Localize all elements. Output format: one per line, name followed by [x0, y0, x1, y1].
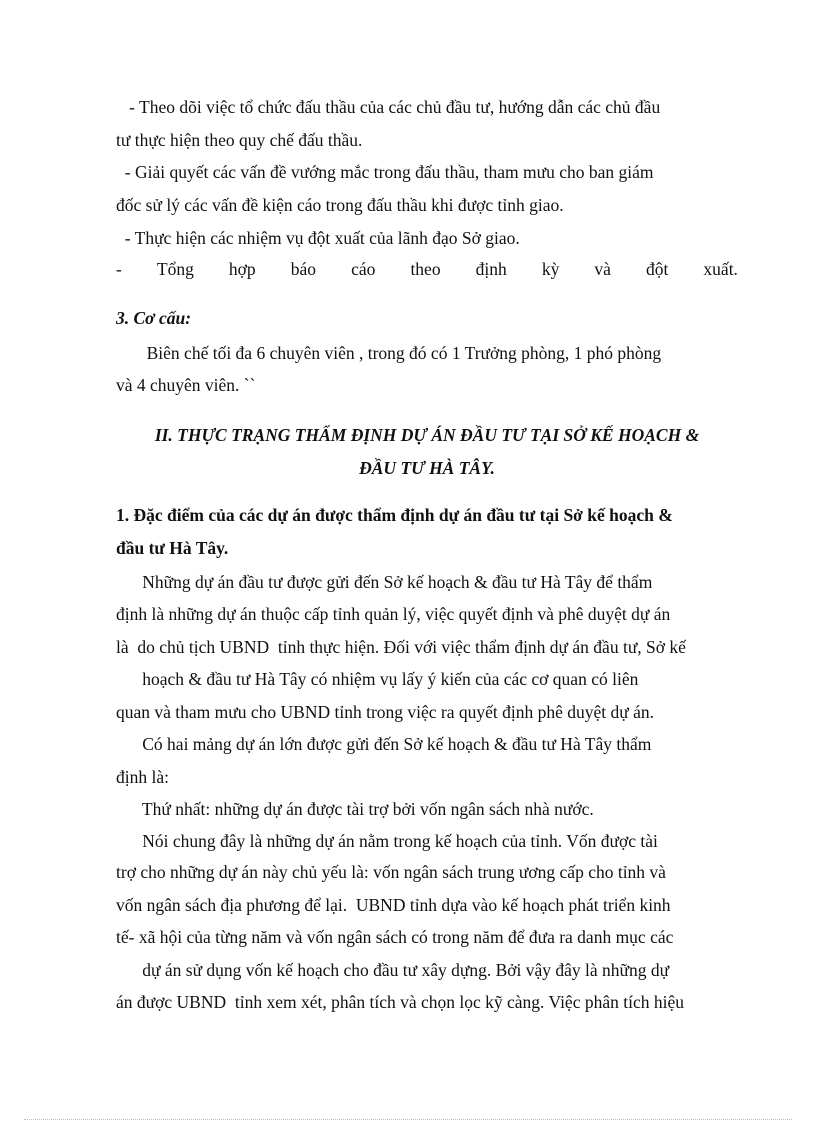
body-line: là do chủ tịch UBND tỉnh thực hiện. Đối với việc thẩm định dự án đầu tư, Sở kế: [116, 637, 686, 657]
word: theo: [410, 259, 441, 279]
subsection-1-heading-line: đầu tư Hà Tây.: [116, 538, 229, 558]
word: xuất.: [703, 259, 738, 279]
body-line: trợ cho những dự án này chủ yếu là: vốn ngân sách trung ương cấp cho tỉnh và: [116, 862, 666, 882]
section-3-heading: 3. Cơ cấu:: [116, 308, 192, 328]
paragraph-line: - Giải quyết các vấn đề vướng mắc trong đấu thầu, tham mưu cho ban giám: [116, 162, 654, 182]
word: Tổng: [156, 259, 194, 279]
body-line: án được UBND tỉnh xem xét, phân tích và chọn lọc kỹ càng. Việc phân tích hiệu: [116, 992, 684, 1012]
paragraph-line: tư thực hiện theo quy chế đấu thầu.: [116, 130, 363, 150]
word: hợp: [228, 259, 256, 279]
paragraph-line: - Theo dõi việc tổ chức đấu thầu của các chủ đầu tư, hướng dẫn các chủ đầu: [116, 97, 661, 117]
body-line: vốn ngân sách địa phương để lại. UBND tỉnh dựa vào kế hoạch phát triển kinh: [116, 895, 671, 915]
page-bottom-divider: [24, 1119, 792, 1120]
body-line: Nói chung đây là những dự án nằm trong kế hoạch của tỉnh. Vốn được tài: [116, 831, 658, 851]
word: -: [116, 259, 122, 279]
section-2-heading-line: ĐẦU TƯ HÀ TÂY.: [359, 458, 495, 478]
body-line: hoạch & đầu tư Hà Tây có nhiệm vụ lấy ý kiến của các cơ quan có liên: [116, 669, 639, 689]
body-line: Thứ nhất: những dự án được tài trợ bởi vốn ngân sách nhà nước.: [116, 799, 594, 819]
word: kỳ: [541, 259, 560, 279]
body-line: định là những dự án thuộc cấp tỉnh quản lý, việc quyết định và phê duyệt dự án: [116, 604, 671, 624]
word: đột: [645, 259, 669, 279]
body-line: Có hai mảng dự án lớn được gửi đến Sở kế hoạch & đầu tư Hà Tây thẩm: [116, 734, 652, 754]
body-line: Những dự án đầu tư được gửi đến Sở kế hoạch & đầu tư Hà Tây để thẩm: [116, 572, 653, 592]
body-line: dự án sử dụng vốn kế hoạch cho đầu tư xây dựng. Bởi vậy đây là những dự: [116, 960, 670, 980]
body-line: tế- xã hội của từng năm và vốn ngân sách có trong năm để đưa ra danh mục các: [116, 927, 674, 947]
word: và: [594, 259, 611, 279]
body-line: quan và tham mưu cho UBND tỉnh trong việc ra quyết định phê duyệt dự án.: [116, 702, 655, 722]
paragraph-line: - Thực hiện các nhiệm vụ đột xuất của lãnh đạo Sở giao.: [116, 228, 520, 248]
body-line: định là:: [116, 767, 169, 787]
section-3-line: và 4 chuyên viên. ``: [116, 375, 256, 395]
subsection-1-heading-line: 1. Đặc điểm của các dự án được thẩm định dự án đầu tư tại Sở kế hoạch &: [116, 505, 673, 525]
section-3-line: Biên chế tối đa 6 chuyên viên , trong đó có 1 Trưởng phòng, 1 phó phòng: [116, 343, 662, 363]
word: cáo: [351, 259, 376, 279]
word: định: [475, 259, 507, 279]
word: báo: [290, 259, 317, 279]
section-2-heading-line: II. THỰC TRẠNG THẨM ĐỊNH DỰ ÁN ĐẦU TƯ TẠI SỞ KẾ HOẠCH &: [154, 425, 700, 445]
spaced-summary-line: [116, 258, 738, 280]
paragraph-line: đốc sử lý các vấn đề kiện cáo trong đấu thầu khi được tỉnh giao.: [116, 195, 564, 215]
